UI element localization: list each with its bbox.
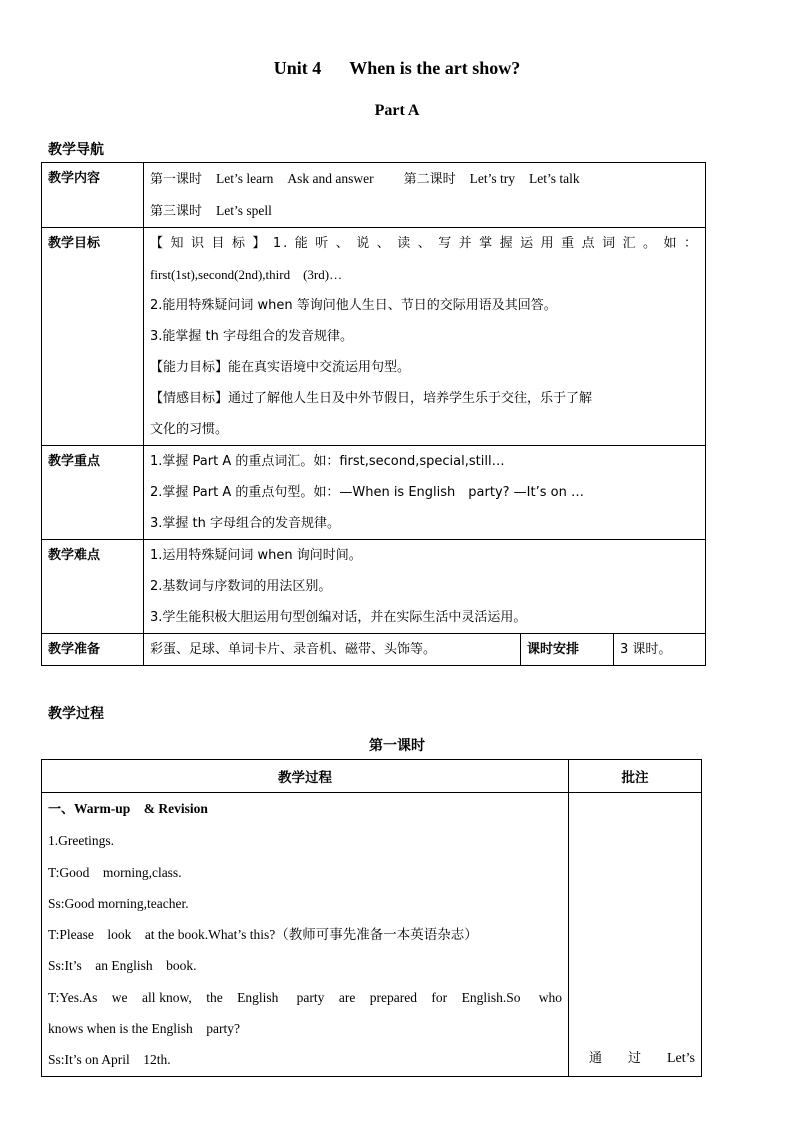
prep-row [42, 634, 706, 666]
keypoints-line: 3.掌握 th 字母组合的发音规律。 [150, 516, 341, 531]
note-part: 通 [589, 1050, 603, 1066]
prep-label: 教学准备 [42, 634, 144, 666]
difficulties-row [42, 540, 706, 634]
lesson2-item-a: Let’s try [469, 171, 515, 186]
keypoints-row [42, 446, 706, 540]
lesson1-item-a: Let’s learn [216, 171, 274, 186]
process-column-header: 教学过程 [42, 760, 569, 793]
process-line: Ss:Good morning,teacher. [48, 895, 189, 911]
lesson2-item-b: Let’s talk [529, 171, 580, 186]
lesson1-label: 第一课时 [150, 172, 203, 187]
prep-value: 彩蛋、足球、单词卡片、录音机、磁带、头饰等。 [144, 634, 521, 666]
keypoints-label: 教学重点 [42, 446, 144, 540]
teaching-nav-table [41, 162, 706, 666]
process-line: knows when is the English party? [48, 1021, 240, 1037]
page-title [0, 58, 794, 79]
content-row [42, 163, 706, 228]
goals-line: 文化的习惯。 [150, 422, 229, 437]
note-part: 过 [628, 1050, 642, 1066]
nav-section-label: 教学导航 [48, 142, 104, 158]
process-line: Ss:It’s on April 12th. [48, 1052, 171, 1068]
difficulties-value [144, 540, 706, 634]
goals-row [42, 228, 706, 446]
notes-column-header: 批注 [569, 760, 702, 793]
lesson2-label: 第二课时 [403, 172, 456, 187]
keypoints-line: 1.掌握 Part A 的重点词汇。如：first,second,special,still… [150, 454, 505, 469]
teaching-process-table [41, 759, 702, 1077]
goals-label: 教学目标 [42, 228, 144, 446]
process-header-row [42, 760, 702, 793]
process-line: T:Yes.As we all know, the English party are prepared for English.So who [48, 989, 562, 1005]
lesson1-item-b: Ask and answer [287, 171, 374, 186]
lesson3-label: 第三课时 [150, 204, 203, 219]
goals-line: first(1st),second(2nd),third (3rd)… [150, 267, 343, 282]
goals-line: 【知识目标】1.能听、说、读、写并掌握运用重点词汇。如： [150, 236, 700, 251]
process-section-label: 教学过程 [48, 706, 104, 722]
process-line: T:Good morning,class. [48, 864, 182, 880]
goals-line: 2.能用特殊疑问词 when 等询问他人生日、节日的交际用语及其回答。 [150, 298, 557, 313]
content-label: 教学内容 [42, 163, 144, 228]
keypoints-value [144, 446, 706, 540]
difficulties-label: 教学难点 [42, 540, 144, 634]
difficulties-line: 3.学生能积极大胆运用句型创编对话，并在实际生活中灵活运用。 [150, 610, 527, 625]
goals-line: 【能力目标】能在真实语境中交流运用句型。 [150, 360, 411, 375]
part-label: Part A [374, 102, 420, 119]
process-line: 1.Greetings. [48, 833, 114, 849]
keypoints-line: 2.掌握 Part A 的重点句型。如：—When is English party? —It’s on … [150, 485, 584, 500]
goals-value [144, 228, 706, 446]
schedule-label: 课时安排 [521, 634, 614, 666]
notes-content [569, 793, 702, 1077]
process-line: T:Please look at the book.What’s this?（教师可事先准备一本英语杂志） [48, 927, 478, 943]
schedule-value: 3 课时。 [614, 634, 706, 666]
unit-title: When is the art show? [349, 58, 521, 78]
unit-label: Unit 4 [273, 58, 322, 78]
content-value [144, 163, 706, 228]
note-part: Let’s [667, 1050, 695, 1066]
goals-line: 【情感目标】通过了解他人生日及中外节假日，培养学生乐于交往，乐于了解 [150, 391, 593, 406]
process-content [42, 793, 569, 1077]
difficulties-line: 1.运用特殊疑问词 when 询问时间。 [150, 548, 362, 563]
difficulties-line: 2.基数词与序数词的用法区别。 [150, 579, 332, 594]
section-title-text: Warm-up & Revision [74, 801, 208, 816]
process-line: Ss:It’s an English book. [48, 958, 197, 974]
lesson3-item-a: Let’s spell [216, 203, 272, 218]
lesson-caption: 第一课时 [369, 738, 425, 754]
section-title: 一、Warm-up & Revision [48, 801, 208, 817]
process-body-row [42, 793, 702, 1077]
note-text [589, 1043, 695, 1074]
goals-line: 3.能掌握 th 字母组合的发音规律。 [150, 329, 354, 344]
